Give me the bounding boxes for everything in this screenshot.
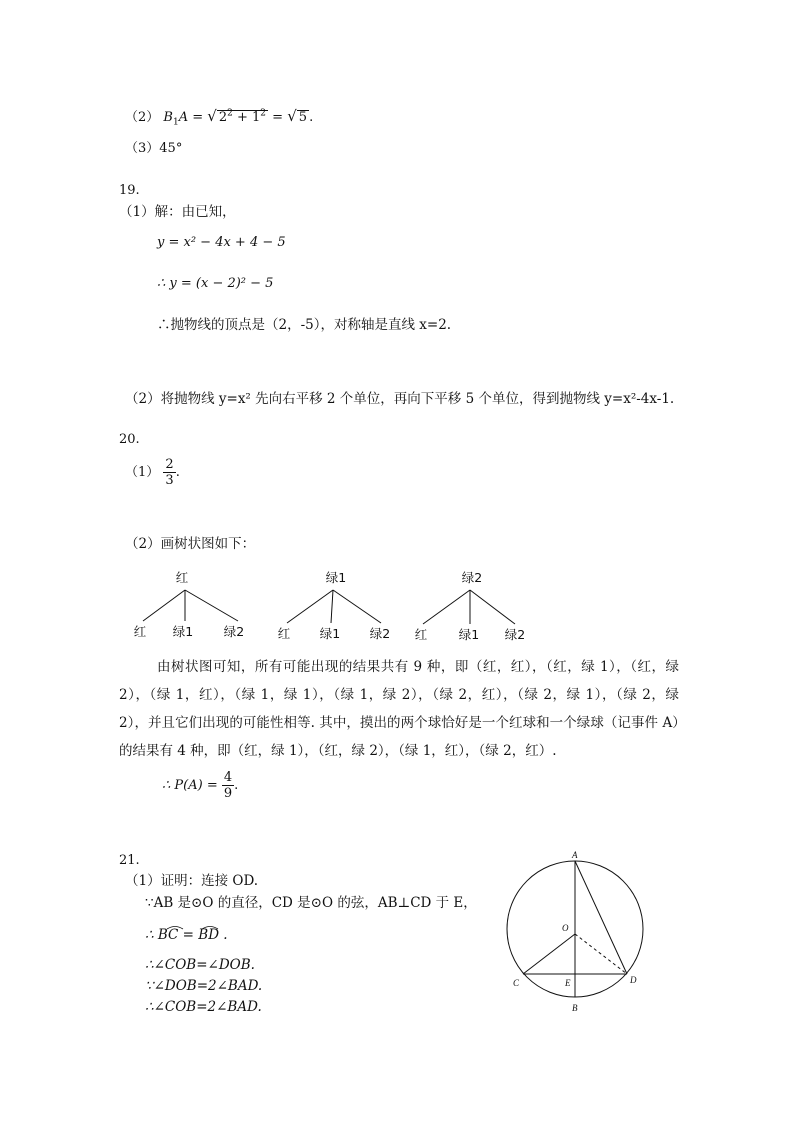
q21-line-6: ∴∠COB=2∠BAD. xyxy=(145,999,262,1015)
segment-od-dashed xyxy=(575,934,627,974)
q18-p2-end: . xyxy=(309,110,314,125)
tree-1-leaf-3: 绿2 xyxy=(223,624,245,639)
label-c: C xyxy=(513,978,520,988)
q18-p2-plus: + 1 xyxy=(237,110,261,125)
tree-2-root: 绿1 xyxy=(325,570,347,585)
q18-p2-label: （2） xyxy=(125,110,160,125)
sqrt-symbol: √ xyxy=(207,107,217,125)
q21-line-2: ∵AB 是⊙O 的直径，CD 是⊙O 的弦，AB⊥CD 于 E， xyxy=(145,895,477,911)
label-o: O xyxy=(562,923,569,933)
q21-line-1: （1）证明：连接 OD. xyxy=(125,873,259,889)
q21-line-5: ∵∠DOB=2∠BAD. xyxy=(145,978,263,994)
q18-p2-eq: = xyxy=(272,110,284,125)
q19-vertex-line: ∴抛物线的顶点是（2，-5），对称轴是直线 x=2. xyxy=(157,317,452,333)
q19-number: 19. xyxy=(119,183,140,198)
q18-p2-rad1: 2 xyxy=(218,110,228,125)
q21-line-3: ∴ BC = BD . xyxy=(145,927,228,943)
q20-prob-den: 9 xyxy=(223,786,233,801)
q20-prob-end: . xyxy=(234,778,239,793)
label-a: A xyxy=(572,850,578,860)
q20-p1-end: . xyxy=(175,465,180,480)
tree-2-leaf-1: 红 xyxy=(277,626,291,641)
tree-3-leaf-2: 绿1 xyxy=(458,627,480,642)
label-b: B xyxy=(572,1003,578,1013)
segment-oc xyxy=(523,934,575,974)
tree-2-leaf-3: 绿2 xyxy=(369,626,391,641)
q18-p2-lhs-tail: A = xyxy=(178,110,204,125)
q18-p2-exp1: 2 xyxy=(227,108,233,119)
q21-number: 21. xyxy=(119,853,140,868)
q20-p1-den: 3 xyxy=(165,473,174,488)
q19-eq1: y = x² − 4x + 4 − 5 xyxy=(157,235,286,250)
tree-1-leaf-1: 红 xyxy=(133,624,147,639)
q18-p3-label: （3） xyxy=(125,141,160,156)
q21-line-4: ∴∠COB=∠DOB. xyxy=(145,957,255,973)
q20-prob-prefix: ∴ P(A) = xyxy=(162,778,218,793)
q19-p1-intro: （1）解：由已知， xyxy=(119,204,236,220)
q20-number: 20. xyxy=(119,432,140,447)
tree-3-root: 绿2 xyxy=(461,570,483,585)
q18-p2-rad2: 5 xyxy=(298,110,308,125)
q20-p1-label: （1） xyxy=(125,465,160,480)
q18-p2-lhs-sub: 1 xyxy=(172,117,179,128)
label-e: E xyxy=(565,978,571,988)
q20-p1-num: 2 xyxy=(165,457,174,472)
tree-1-leaf-2: 绿1 xyxy=(172,624,194,639)
tree-3-leaf-3: 绿2 xyxy=(504,627,526,642)
tree-3-leaf-1: 红 xyxy=(414,627,428,642)
q19-eq2: ∴ y = (x − 2)² − 5 xyxy=(157,276,274,291)
q18-p3-text: 45° xyxy=(159,141,183,156)
q18-p2-lhs-main: B xyxy=(163,110,173,125)
tree-2-leaf-2: 绿1 xyxy=(319,626,341,641)
tree-1-root: 红 xyxy=(175,570,189,585)
q20-paragraph: 由树状图可知，所有可能出现的结果共有 9 种，即（红，红），（红，绿 1），（红，绿 2），（绿 1，红），（绿 1，绿 1），（绿 1，绿 2），（绿 2，红），（绿 2，绿 1），（绿 2，绿 2），并且它们出现的可能性相等. 其中，摸出的两个球恰好是一个红球和一个绿球（记事件 A）的结果有 4 种，即（红，绿 1），（红，绿 2），（绿 1，红），（绿 2，红）. xyxy=(119,659,679,759)
sqrt-symbol: √ xyxy=(287,107,297,125)
q19-p2-text: （2）将抛物线 y=x² 先向右平移 2 个单位，再向下平移 5 个单位，得到抛物线 y=x²-4x-1. xyxy=(125,391,675,407)
label-d: D xyxy=(630,975,637,985)
q20-prob-num: 4 xyxy=(223,770,233,785)
q18-p2-exp2: 2 xyxy=(260,108,267,119)
q20-p2-intro: （2）画树状图如下： xyxy=(125,536,256,552)
